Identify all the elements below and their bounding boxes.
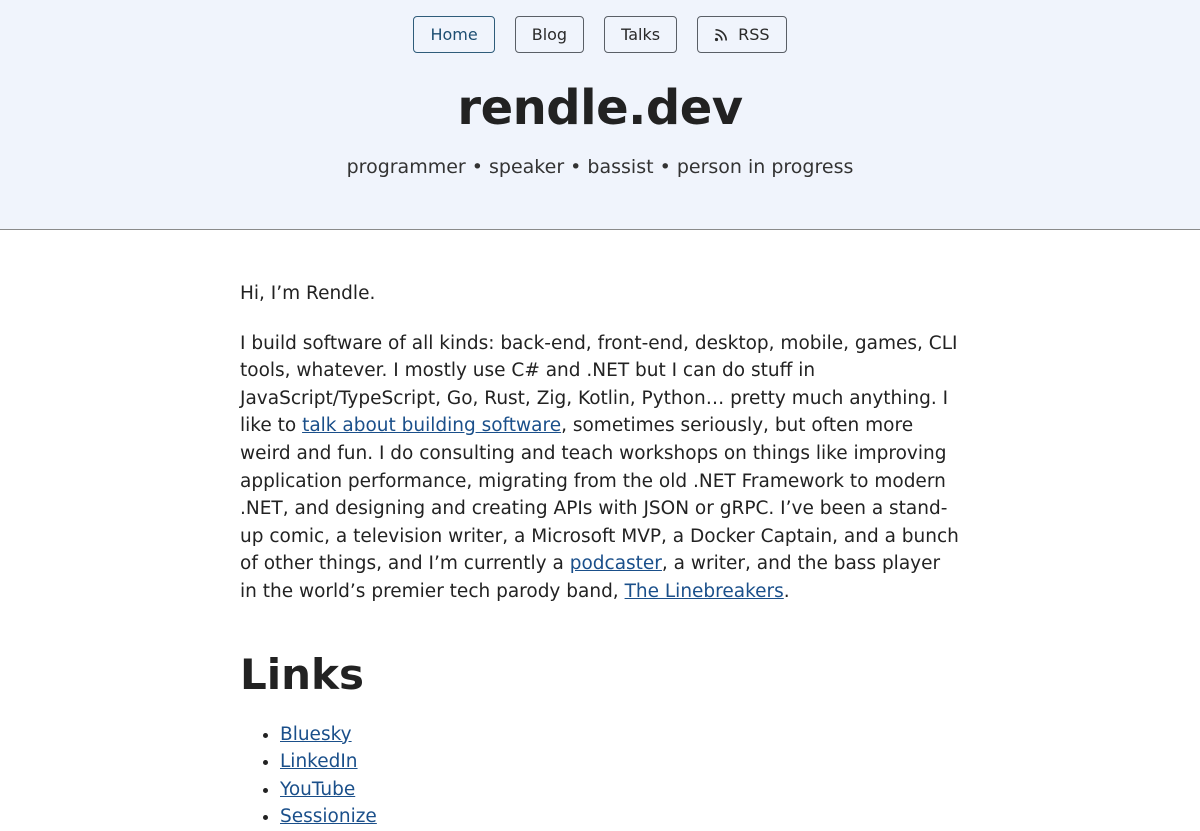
nav-blog-label: Blog bbox=[531, 25, 568, 44]
nav-talks-label: Talks bbox=[621, 25, 661, 44]
linkedin-link[interactable]: LinkedIn bbox=[280, 751, 358, 773]
top-nav bbox=[0, 16, 1200, 53]
nav-talks-button[interactable] bbox=[604, 16, 677, 53]
nav-rss-button[interactable] bbox=[697, 16, 786, 53]
nav-rss-label: RSS bbox=[738, 25, 770, 44]
site-header bbox=[0, 0, 1200, 230]
youtube-link[interactable]: YouTube bbox=[280, 778, 356, 800]
main-content bbox=[240, 230, 960, 831]
greeting: Hi, I’m Rendle. bbox=[240, 283, 376, 304]
site-title: rendle.dev bbox=[457, 80, 743, 136]
podcaster-link[interactable]: podcaster bbox=[569, 553, 662, 575]
site-tagline: programmer • speaker • bassist • person in progress bbox=[346, 156, 854, 178]
links-list bbox=[240, 721, 960, 831]
nav-home-button[interactable] bbox=[413, 16, 494, 53]
linebreakers-link[interactable]: The Linebreakers bbox=[624, 580, 784, 602]
intro-text-3: , a writer, and the bass player in the world’s premier tech parody band, bbox=[240, 553, 941, 602]
list-item bbox=[280, 776, 960, 804]
list-item bbox=[280, 721, 960, 749]
talks-link[interactable]: talk about building software bbox=[302, 415, 562, 437]
intro-text-4: . bbox=[783, 580, 790, 602]
rss-icon bbox=[714, 28, 728, 42]
intro-text-1: I build software of all kinds: back-end, front-end, desktop, mobile, games, CLI tools, whatever. I mostly use C# and .NET but I can do stuff in JavaScript/TypeScript, Go, Rust, Zig, Kotlin, Python… pretty much anything. I like to bbox=[240, 332, 958, 437]
nav-home-label: Home bbox=[430, 25, 478, 44]
list-item bbox=[280, 803, 960, 831]
list-item bbox=[280, 748, 960, 776]
bluesky-link[interactable]: Bluesky bbox=[280, 723, 352, 745]
intro-text-2: , sometimes seriously, but often more weird and fun. I do consulting and teach workshops on things like improving application performance, migrating from the old .NET Framework to modern .NET, and designing and creating APIs with JSON or gRPC. I’ve been a stand-up comic, a television writer, a Microsoft MVP, a Docker Captain, and a bunch of other things, and I’m currently a bbox=[240, 415, 959, 575]
nav-blog-button[interactable] bbox=[515, 16, 584, 53]
sessionize-link[interactable]: Sessionize bbox=[280, 806, 377, 828]
intro-paragraph bbox=[240, 330, 960, 606]
links-heading: Links bbox=[240, 649, 364, 699]
